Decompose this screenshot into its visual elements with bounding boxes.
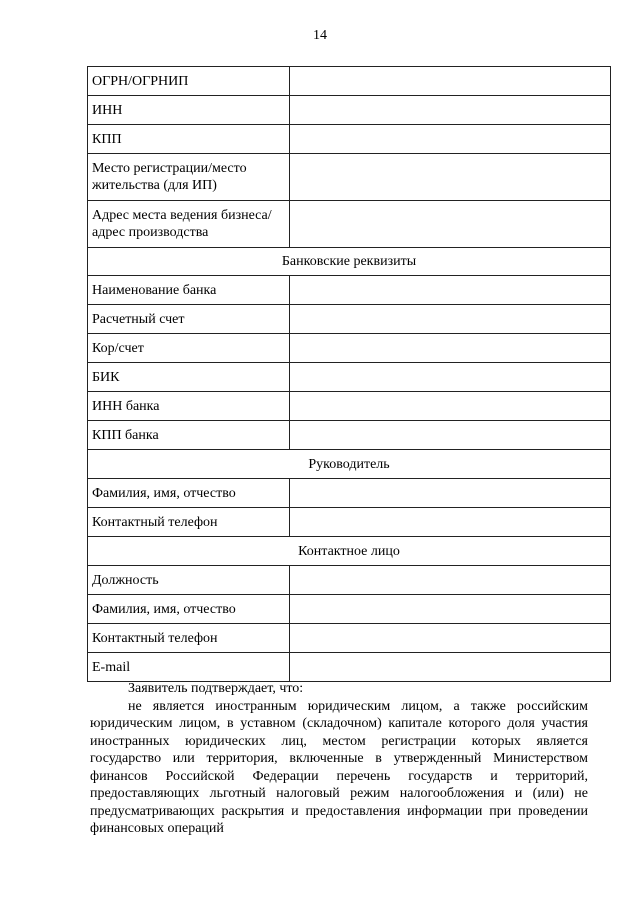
field-value-head-phone bbox=[290, 508, 611, 537]
table-row bbox=[88, 653, 611, 682]
field-label-business-address: Адрес места ведения бизнеса/адрес производства bbox=[88, 201, 290, 248]
section-row bbox=[88, 537, 611, 566]
field-label-contact-name: Фамилия, имя, отчество bbox=[88, 595, 290, 624]
declaration-body: не является иностранным юридическим лицом, а также российским юридическим лицом, в уставном (складочном) капитале которого доля участия иностранных юридических лиц, местом регистрации которых является государство или территория, включенные в утвержденный Министерством финансов Российской Федерации перечень государств и территорий, предоставляющих льготный налоговый режим налогообложения и (или) не предусматривающих раскрытия и предоставления информации при проведении финансовых операций bbox=[90, 698, 588, 836]
declaration-block bbox=[90, 680, 588, 838]
field-label-head-phone: Контактный телефон bbox=[88, 508, 290, 537]
table-row bbox=[88, 566, 611, 595]
field-label-bank-inn: ИНН банка bbox=[88, 392, 290, 421]
field-label-bik: БИК bbox=[88, 363, 290, 392]
table-row bbox=[88, 624, 611, 653]
table-row bbox=[88, 334, 611, 363]
field-label-bank-name: Наименование банка bbox=[88, 276, 290, 305]
field-value-ogrn bbox=[290, 67, 611, 96]
field-label-contact-phone: Контактный телефон bbox=[88, 624, 290, 653]
field-label-position: Должность bbox=[88, 566, 290, 595]
section-row bbox=[88, 450, 611, 479]
field-label-registration-place: Место регистрации/место жительства (для ИП) bbox=[88, 154, 290, 201]
field-value-bank-name bbox=[290, 276, 611, 305]
field-value-bank-kpp bbox=[290, 421, 611, 450]
field-value-contact-name bbox=[290, 595, 611, 624]
field-value-bik bbox=[290, 363, 611, 392]
section-row bbox=[88, 248, 611, 276]
field-value-business-address bbox=[290, 201, 611, 248]
table-row bbox=[88, 67, 611, 96]
table-row bbox=[88, 392, 611, 421]
field-label-kpp: КПП bbox=[88, 125, 290, 154]
declaration-intro: Заявитель подтверждает, что: bbox=[128, 681, 304, 696]
field-value-email bbox=[290, 653, 611, 682]
section-header-contact: Контактное лицо bbox=[88, 537, 611, 566]
table-row bbox=[88, 305, 611, 334]
field-label-inn: ИНН bbox=[88, 96, 290, 125]
table-row bbox=[88, 479, 611, 508]
field-value-registration-place bbox=[290, 154, 611, 201]
field-label-email: E-mail bbox=[88, 653, 290, 682]
field-value-bank-inn bbox=[290, 392, 611, 421]
field-value-contact-phone bbox=[290, 624, 611, 653]
table-row bbox=[88, 201, 611, 248]
table-row bbox=[88, 154, 611, 201]
section-header-bank: Банковские реквизиты bbox=[88, 248, 611, 276]
field-label-head-name: Фамилия, имя, отчество bbox=[88, 479, 290, 508]
field-label-bank-kpp: КПП банка bbox=[88, 421, 290, 450]
table-row bbox=[88, 125, 611, 154]
field-value-head-name bbox=[290, 479, 611, 508]
applicant-details-table bbox=[87, 66, 611, 682]
field-value-settlement-account bbox=[290, 305, 611, 334]
field-value-kpp bbox=[290, 125, 611, 154]
field-label-settlement-account: Расчетный счет bbox=[88, 305, 290, 334]
field-value-position bbox=[290, 566, 611, 595]
table-row bbox=[88, 276, 611, 305]
section-header-head: Руководитель bbox=[88, 450, 611, 479]
field-label-ogrn: ОГРН/ОГРНИП bbox=[88, 67, 290, 96]
table-row bbox=[88, 96, 611, 125]
field-value-inn bbox=[290, 96, 611, 125]
table-row bbox=[88, 508, 611, 537]
table-row bbox=[88, 421, 611, 450]
table-row bbox=[88, 595, 611, 624]
page-number: 14 bbox=[313, 28, 327, 43]
table-row bbox=[88, 363, 611, 392]
field-label-corr-account: Кор/счет bbox=[88, 334, 290, 363]
field-value-corr-account bbox=[290, 334, 611, 363]
